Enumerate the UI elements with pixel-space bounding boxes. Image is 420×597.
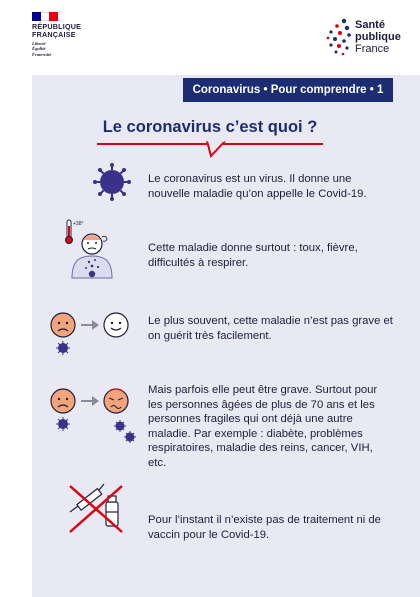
rf-name-line-2: FRANÇAISE	[32, 30, 76, 39]
speech-bubble-tail-icon	[205, 140, 229, 158]
sp-line-sante: Santé	[355, 19, 385, 31]
rf-motto-liberte: Liberté	[32, 41, 46, 46]
sante-publique-dots-icon	[325, 16, 353, 56]
item-text-severe: Mais parfois elle peut être grave. Surtout pour les personnes âgées de plus de 70 ans et les personnes fragiles qui ont déjà une autre maladie. Par exemple : diabète, problèmes respiratoires, maladie des reins, cancer, VIH, etc.	[148, 384, 378, 469]
page-header	[0, 0, 420, 75]
series-banner: Coronavirus • Pour comprendre • 1	[183, 78, 393, 102]
french-flag-icon	[32, 12, 58, 21]
no-treatment-icon	[64, 482, 128, 534]
sp-line-france: France	[355, 43, 390, 55]
item-text-symptoms: Cette maladie donne surtout : toux, fièvre, difficultés à respirer.	[148, 242, 358, 269]
sp-line-publique: publique	[355, 31, 401, 43]
item-text-mild: Le plus souvent, cette maladie n’est pas grave et on guérit très facilement.	[148, 315, 393, 342]
republique-francaise-logo	[32, 12, 112, 57]
page-title: Le coronavirus c’est quoi ?	[97, 118, 324, 145]
worsening-icon	[48, 384, 138, 446]
virus-icon	[90, 162, 134, 202]
rf-motto-fraternite: Fraternité	[32, 51, 52, 57]
recovery-icon	[48, 308, 134, 358]
item-text-virus: Le coronavirus est un virus. Il donne une nouvelle maladie qu’on appelle le Covid-19.	[148, 173, 367, 200]
rf-motto-egalite: Égalité	[32, 46, 46, 52]
sante-publique-france-logo	[325, 16, 415, 60]
item-text-no-treatment: Pour l’instant il n’existe pas de traitement ni de vaccin pour le Covid-19.	[148, 514, 381, 541]
rf-name-line-1: RÉPUBLIQUE	[32, 22, 82, 31]
fever-person-icon	[62, 216, 116, 282]
thermometer-label: +38°	[73, 221, 84, 227]
